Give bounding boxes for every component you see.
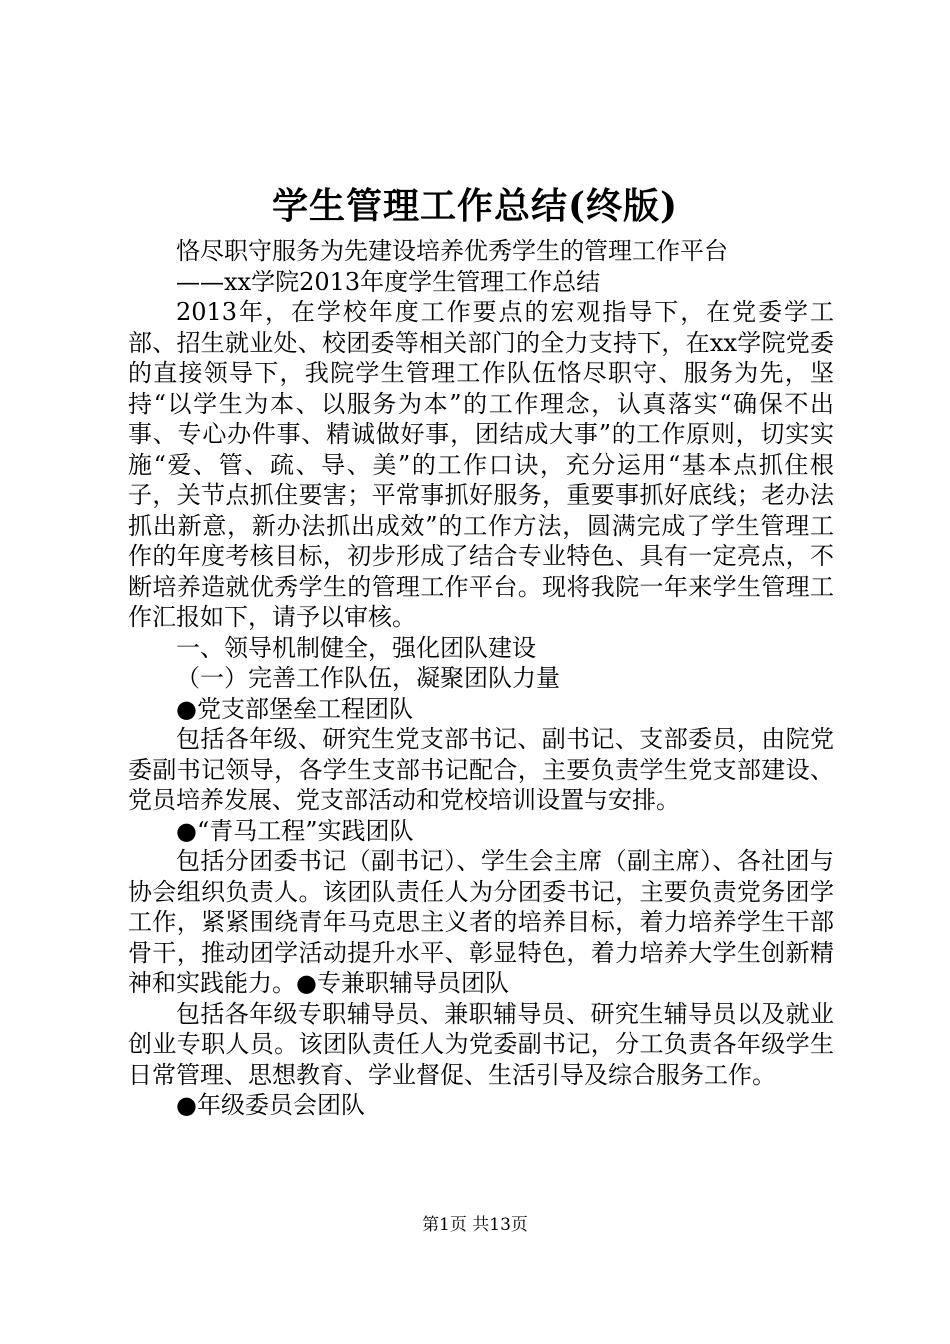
bullet-heading: ●“青马工程”实践团队 [176, 816, 414, 845]
paragraph-subtitle-2: ——xx学院2013年度学生管理工作总结 [176, 267, 601, 296]
subsection-heading: （一）完善工作队伍，凝聚团队力量 [176, 664, 560, 692]
bullet-heading: ●年级委员会团队 [176, 1091, 365, 1119]
document-title: 学生管理工作总结(终版) [271, 185, 679, 227]
document-body [128, 236, 834, 1121]
paragraph: 包括各年级专职辅导员、兼职辅导员、研究生辅导员以及就业创业专职人员。该团队责任人为党委副书记，分工负责各年级学生日常管理、思想教育、学业督促、生活引导及综合服务工作。 [128, 999, 834, 1089]
paragraph-intro: 2013年，在学校年度工作要点的宏观指导下，在党委学工部、招生就业处、校团委等相关部门的全力支持下，在xx学院党委的直接领导下，我院学生管理工作队伍恪尽职守、服务为先，坚持“以学生为本、以服务为本”的工作理念，认真落实“确保不出事、专心办件事、精诚做好事，团结成大事”的工作原则，切实实施“爱、管、疏、导、美”的工作口诀，充分运用“基本点抓住根子，关节点抓住要害；平常事抓好服务，重要事抓好底线；老办法抓出新意，新办法抓出成效”的工作方法，圆满完成了学生管理工作的年度考核目标，初步形成了结合专业特色、具有一定亮点，不断培养造就优秀学生的管理工作平台。现将我院一年来学生管理工作汇报如下，请予以审核。 [128, 298, 834, 631]
paragraph: 包括各年级、研究生党支部书记、副书记、支部委员，由院党委副书记领导，各学生支部书记配合，主要负责学生党支部建设、党员培养发展、党支部活动和党校培训设置与安排。 [128, 725, 834, 814]
page-footer: 第1页 共13页 [422, 1215, 528, 1235]
section-heading: 一、领导机制健全，强化团队建设 [176, 633, 536, 662]
bullet-heading: ●党支部堡垒工程团队 [176, 694, 413, 723]
paragraph-subtitle: 恪尽职守服务为先建设培养优秀学生的管理工作平台 [176, 237, 728, 265]
paragraph: 包括分团委书记（副书记）、学生会主席（副主席）、各社团与协会组织负责人。该团队责任人为分团委书记，主要负责党务团学工作，紧紧围绕青年马克思主义者的培养目标，着力培养学生干部骨干，推动团学活动提升水平、彰显特色，着力培养大学生创新精神和实践能力。●专兼职辅导员团队 [128, 847, 834, 997]
